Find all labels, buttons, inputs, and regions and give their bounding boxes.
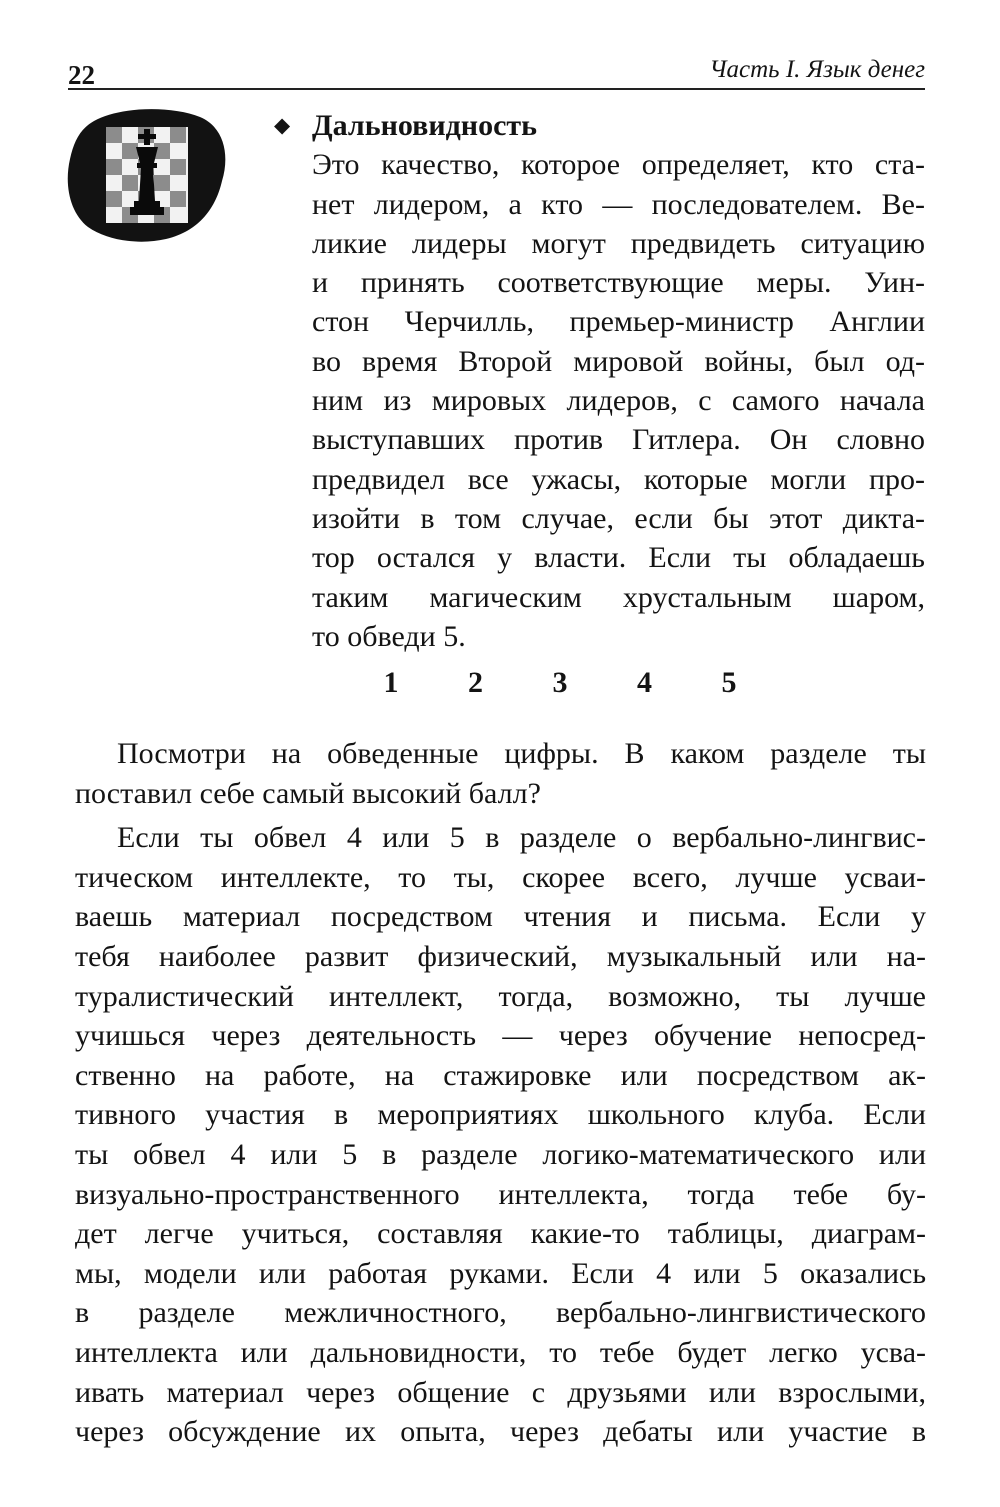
section-line: ним из мировых лидеров, с самого начала	[312, 384, 925, 418]
paragraph-line: ивать материал через общение с друзьями или взрослыми,	[75, 1375, 926, 1409]
paragraph-line: интеллекта или дальновидности, то тебе будет легко усва-	[75, 1335, 926, 1369]
paragraph-line: тивного участия в мероприятиях школьного клуба. Если	[75, 1098, 926, 1132]
running-title: Часть I. Язык денег	[709, 56, 925, 83]
paragraph-line: ваешь материал посредством чтения и письма. Если у	[75, 900, 926, 934]
paragraph-line: поставил себе самый высокий балл?	[75, 776, 541, 810]
body-text	[75, 734, 926, 1452]
paragraph-line: тическом интеллекте, то ты, скорее всего, лучше усваи-	[75, 860, 926, 894]
paragraph-line: учишься через деятельность — через обучение непосред-	[75, 1019, 926, 1053]
rating-option: 4	[637, 666, 652, 699]
rating-option: 2	[468, 666, 483, 699]
section-line: предвидел все ужасы, которые могли про-	[312, 462, 925, 496]
bullet-marker: ◆	[274, 113, 291, 137]
rating-scale	[380, 666, 740, 700]
section-line: нет лидером, а кто — последователем. Ве-	[312, 187, 925, 221]
paragraph-line: ты обвел 4 или 5 в разделе логико-математического или	[75, 1137, 926, 1171]
rating-option: 5	[721, 666, 737, 699]
section-line: тор остался у власти. Если ты обладаешь	[312, 541, 925, 575]
section-line: Это качество, которое определяет, кто ста-	[312, 148, 925, 182]
section-line: таким магическим хрустальным шаром,	[312, 580, 925, 614]
section-line: и принять соответствующие меры. Уин-	[312, 266, 925, 300]
section-title: Дальновидность	[312, 109, 537, 142]
rating-option: 1	[383, 666, 399, 699]
paragraph-line: дет легче учиться, составляя какие-то таблицы, диаграм-	[75, 1217, 926, 1251]
paragraph-line: в разделе межличностного, вербально-лингвистического	[75, 1296, 926, 1330]
paragraph-line: через обсуждение их опыта, через дебаты или участие в	[75, 1415, 926, 1449]
page-header	[68, 46, 925, 90]
paragraph-line: Если ты обвел 4 или 5 в разделе о вербально-лингвис-	[117, 821, 926, 855]
section-line: изойти в том случае, если бы этот дикта-	[312, 501, 925, 535]
paragraph-line: ственно на работе, на стажировке или посредством ак-	[75, 1058, 926, 1092]
section-farsightedness	[274, 106, 925, 656]
rating-option: 3	[552, 666, 568, 699]
section-line: во время Второй мировой войны, был од-	[312, 344, 925, 378]
section-line: то обведи 5.	[312, 619, 466, 653]
paragraph-line: мы, модели или работая руками. Если 4 или 5 оказались	[75, 1256, 926, 1290]
section-line: ликие лидеры могут предвидеть ситуацию	[312, 226, 925, 260]
paragraph-line: тебя наиболее развит физический, музыкальный или на-	[75, 939, 926, 973]
page-number: 22	[68, 60, 95, 90]
section-line: стон Черчилль, премьер-министр Англии	[312, 305, 925, 339]
paragraph-line: Посмотри на обведенные цифры. В каком разделе ты	[117, 737, 926, 770]
paragraph-line: визуально-пространственного интеллекта, тогда тебе бу-	[75, 1177, 926, 1211]
section-line: выступавших против Гитлера. Он словно	[312, 423, 925, 457]
chess-king-emblem-icon	[66, 107, 228, 243]
paragraph-line: туралистический интеллект, тогда, возможно, ты лучше	[75, 979, 926, 1013]
